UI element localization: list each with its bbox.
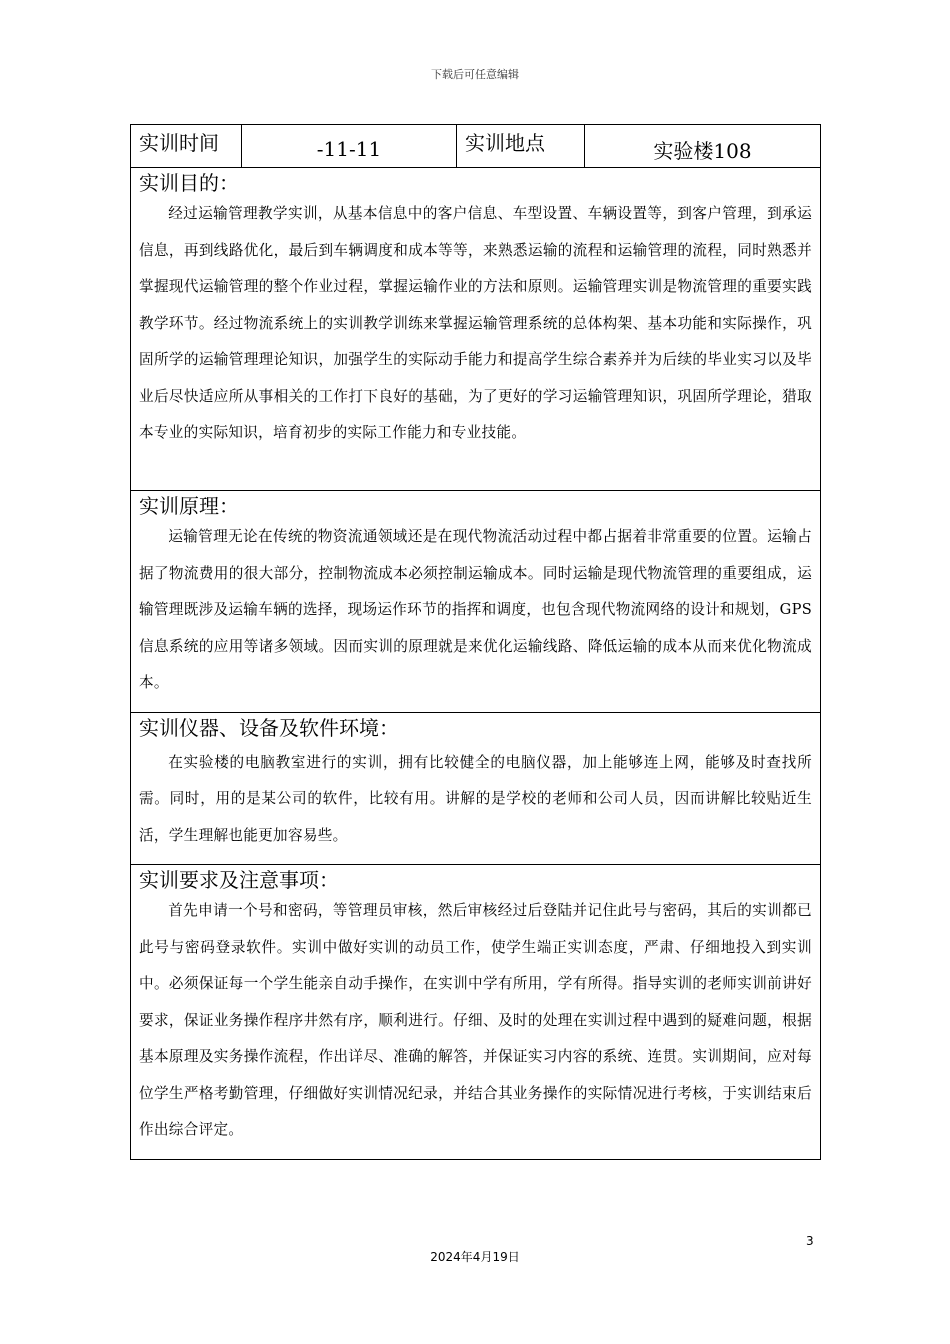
- section-body-purpose: 经过运输管理教学实训，从基本信息中的客户信息、车型设置、车辆设置等，到客户管理，到承运信息，再到线路优化，最后到车辆调度和成本等等，来熟悉运输的流程和运输管理的流程，同时熟悉并掌握现代运输管理的整个作业过程，掌握运输作业的方法和原则。运输管理实训是物流管理的重要实践教学环节。经过物流系统上的实训教学训练来掌握运输管理系统的总体构架、基本功能和实际操作，巩固所学的运输管理理论知识，加强学生的实际动手能力和提高学生综合素养并为后续的毕业实习以及毕业后尽快适应所从事相关的工作打下良好的基础，为了更好的学习运输管理知识，巩固所学理论，猎取本专业的实际知识，培育初步的实际工作能力和专业技能。: [139, 205, 812, 441]
- section-title-equipment: 实训仪器、设备及软件环境：: [139, 715, 399, 740]
- section-body-principle: 运输管理无论在传统的物资流通领域还是在现代物流活动过程中都占据着非常重要的位置。运输占据了物流费用的很大部分，控制物流成本必须控制运输成本。同时运输是现代物流管理的重要组成，运输管理既涉及运输车辆的选择，现场运作环节的指挥和调度，也包含现代物流网络的设计和规划，GPS信息系统的应用等诸多领域。因而实训的原理就是来优化运输线路、降低运输的成本从而来优化物流成本。: [139, 528, 812, 691]
- page-number: 3: [806, 1234, 814, 1248]
- time-value: -11-11: [242, 125, 457, 168]
- section-title-principle: 实训原理：: [139, 494, 239, 518]
- section-title-purpose: 实训目的：: [139, 171, 239, 195]
- section-principle-row: [131, 491, 821, 713]
- place-label: 实训地点: [457, 125, 585, 168]
- header-row: [131, 125, 821, 168]
- section-title-requirements: 实训要求及注意事项：: [139, 868, 339, 892]
- footer-date: 2024年4月19日: [430, 1250, 520, 1264]
- time-label: 实训时间: [131, 125, 242, 168]
- section-body-requirements: 首先申请一个号和密码，等管理员审核，然后审核经过后登陆并记住此号与密码，其后的实训都已此号与密码登录软件。实训中做好实训的动员工作，使学生端正实训态度，严肃、仔细地投入到实训中。必须保证每一个学生能亲自动手操作，在实训中学有所用，学有所得。指导实训的老师实训前讲好要求，保证业务操作程序井然有序，顺利进行。仔细、及时的处理在实训过程中遇到的疑难问题，根据基本原理及实务操作流程，作出详尽、准确的解答，并保证实习内容的系统、连贯。实训期间，应对每位学生严格考勤管理，仔细做好实训情况纪录，并结合其业务操作的实际情况进行考核，于实训结束后作出综合评定。: [139, 902, 812, 1138]
- section-body-equipment: 在实验楼的电脑教室进行的实训，拥有比较健全的电脑仪器，加上能够连上网，能够及时查找所需。同时，用的是某公司的软件，比较有用。讲解的是学校的老师和公司人员，因而讲解比较贴近生活，学生理解也能更加容易些。: [139, 753, 812, 844]
- place-value: 实验楼108: [585, 125, 821, 168]
- section-purpose-row: [131, 168, 821, 491]
- section-requirements-row: [131, 865, 821, 1160]
- section-equipment-row: [131, 712, 821, 865]
- header-note: 下载后可任意编辑: [431, 68, 519, 81]
- report-table: [130, 124, 821, 1160]
